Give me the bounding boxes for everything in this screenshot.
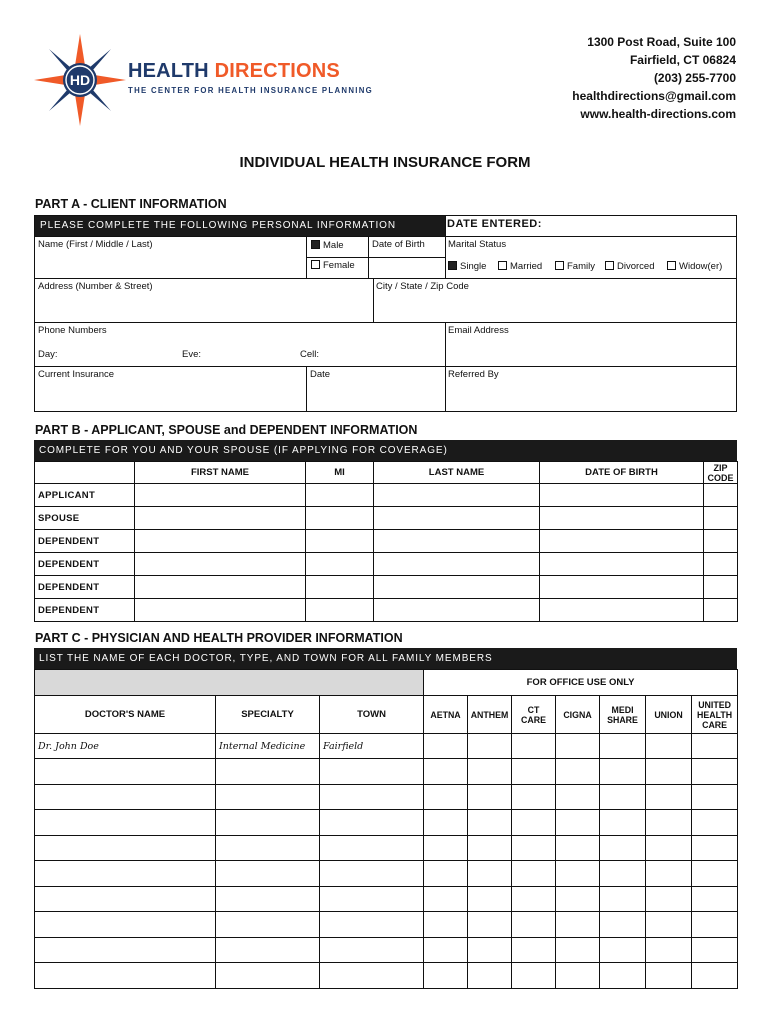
part-a-instruction-bar: PLEASE COMPLETE THE FOLLOWING PERSONAL INFORMATION	[35, 216, 445, 236]
physician-table	[34, 669, 738, 989]
example-specialty[interactable]: Internal Medicine	[216, 734, 320, 759]
table-cell[interactable]	[646, 963, 692, 989]
table-cell[interactable]	[692, 784, 738, 810]
table-cell[interactable]	[692, 810, 738, 836]
table-cell[interactable]	[320, 963, 424, 989]
table-row	[35, 530, 738, 553]
table-cell[interactable]	[512, 861, 556, 887]
table-cell[interactable]	[600, 835, 646, 861]
table-cell[interactable]	[35, 912, 216, 938]
table-cell[interactable]	[35, 861, 216, 887]
table-row	[35, 484, 738, 507]
email-address: healthdirections@gmail.com	[572, 89, 736, 103]
table-cell[interactable]	[646, 784, 692, 810]
checkbox-checked-icon	[311, 240, 320, 249]
table-cell[interactable]	[646, 835, 692, 861]
checkbox-icon	[555, 261, 564, 270]
table-cell[interactable]	[556, 810, 600, 836]
table-cell[interactable]	[216, 810, 320, 836]
part-c-title: PART C - PHYSICIAN AND HEALTH PROVIDER INFORMATION	[35, 631, 403, 645]
physician-table-top-header	[35, 670, 738, 696]
table-cell[interactable]	[646, 886, 692, 912]
table-cell[interactable]	[35, 886, 216, 912]
col-specialty: SPECIALTY	[216, 696, 320, 734]
table-row	[35, 810, 738, 836]
table-cell[interactable]	[556, 963, 600, 989]
office-use-label: FOR OFFICE USE ONLY	[424, 670, 738, 696]
phone-numbers-label: Phone Numbers	[38, 325, 107, 336]
svg-text:HD: HD	[69, 72, 91, 88]
marital-divorced-checkbox[interactable]: Divorced	[605, 261, 655, 272]
female-checkbox[interactable]: Female	[311, 260, 355, 271]
col-date-of-birth: DATE OF BIRTH	[540, 462, 704, 484]
table-cell[interactable]	[468, 784, 512, 810]
brand-tagline: THE CENTER FOR HEALTH INSURANCE PLANNING	[128, 86, 374, 95]
table-cell[interactable]	[692, 759, 738, 785]
row-label: SPOUSE	[35, 507, 135, 530]
table-cell[interactable]	[692, 937, 738, 963]
table-cell[interactable]	[320, 937, 424, 963]
table-cell[interactable]	[512, 912, 556, 938]
table-cell[interactable]	[216, 912, 320, 938]
col-medi-share: MEDI SHARE	[600, 696, 646, 734]
marital-single-checkbox[interactable]: Single	[448, 261, 486, 272]
insurance-date-label: Date	[310, 369, 331, 380]
table-cell[interactable]	[35, 784, 216, 810]
city-state-zip-label: City / State / Zip Code	[376, 281, 469, 292]
table-cell[interactable]	[556, 861, 600, 887]
address-label: Address (Number & Street)	[38, 281, 153, 292]
table-row	[35, 963, 738, 989]
table-cell[interactable]	[424, 810, 468, 836]
table-cell[interactable]	[556, 835, 600, 861]
table-cell[interactable]	[468, 963, 512, 989]
table-cell[interactable]	[320, 835, 424, 861]
address-line1: 1300 Post Road, Suite 100	[587, 35, 736, 49]
table-cell[interactable]	[216, 886, 320, 912]
table-cell[interactable]	[512, 886, 556, 912]
table-cell[interactable]	[320, 784, 424, 810]
table-cell[interactable]	[35, 963, 216, 989]
table-cell[interactable]	[600, 810, 646, 836]
table-cell[interactable]	[216, 835, 320, 861]
table-cell[interactable]	[692, 912, 738, 938]
date-entered-label: DATE ENTERED:	[447, 218, 542, 230]
table-cell[interactable]	[600, 784, 646, 810]
table-cell[interactable]	[424, 937, 468, 963]
table-cell[interactable]	[512, 937, 556, 963]
table-cell[interactable]	[320, 886, 424, 912]
phone-number: (203) 255-7700	[653, 71, 736, 85]
table-cell[interactable]	[646, 759, 692, 785]
table-cell[interactable]	[424, 963, 468, 989]
table-cell[interactable]	[468, 835, 512, 861]
brand-name: HEALTH DIRECTIONS	[128, 60, 340, 82]
table-row	[35, 576, 738, 599]
part-b-title: PART B - APPLICANT, SPOUSE and DEPENDENT INFORMATION	[35, 423, 418, 437]
table-cell[interactable]	[512, 963, 556, 989]
table-cell[interactable]	[216, 963, 320, 989]
part-a-title: PART A - CLIENT INFORMATION	[35, 197, 227, 211]
table-row	[35, 599, 738, 622]
col-doctors-name: DOCTOR'S NAME	[35, 696, 216, 734]
checkbox-icon	[605, 261, 614, 270]
marital-status-label: Marital Status	[448, 239, 507, 250]
table-cell[interactable]	[424, 861, 468, 887]
row-label: DEPENDENT	[35, 576, 135, 599]
day-phone-label: Day:	[38, 349, 58, 360]
cell-phone-label: Cell:	[300, 349, 320, 360]
table-cell[interactable]	[320, 861, 424, 887]
name-label: Name (First / Middle / Last)	[38, 239, 153, 250]
table-row	[35, 734, 738, 759]
col-zip-code: ZIP CODE	[704, 462, 738, 484]
table-cell[interactable]	[35, 810, 216, 836]
table-row	[35, 861, 738, 887]
table-cell[interactable]	[600, 861, 646, 887]
checkbox-icon	[311, 260, 320, 269]
marital-family-checkbox[interactable]: Family	[555, 261, 595, 272]
row-label: APPLICANT	[35, 484, 135, 507]
table-cell[interactable]	[556, 912, 600, 938]
example-town[interactable]: Fairfield	[320, 734, 424, 759]
table-cell[interactable]	[468, 759, 512, 785]
table-row	[35, 759, 738, 785]
table-cell[interactable]	[692, 886, 738, 912]
table-cell[interactable]	[35, 835, 216, 861]
table-cell[interactable]	[35, 937, 216, 963]
table-cell[interactable]	[600, 912, 646, 938]
table-cell[interactable]	[600, 759, 646, 785]
form-title: INDIVIDUAL HEALTH INSURANCE FORM	[239, 154, 531, 171]
table-cell[interactable]	[468, 912, 512, 938]
col-last-name: LAST NAME	[374, 462, 540, 484]
table-row	[35, 937, 738, 963]
table-cell[interactable]	[692, 963, 738, 989]
table-cell[interactable]	[424, 759, 468, 785]
row-label: DEPENDENT	[35, 530, 135, 553]
table-cell[interactable]	[646, 937, 692, 963]
table-cell[interactable]	[556, 759, 600, 785]
table-row	[35, 507, 738, 530]
table-cell[interactable]	[468, 937, 512, 963]
table-cell[interactable]	[216, 759, 320, 785]
table-cell[interactable]	[692, 835, 738, 861]
col-first-name: FIRST NAME	[135, 462, 306, 484]
applicant-table-header	[35, 462, 738, 484]
col-united-health-care: UNITED HEALTH CARE	[692, 696, 738, 734]
table-cell[interactable]	[468, 886, 512, 912]
male-checkbox[interactable]: Male	[311, 240, 344, 251]
marital-widow-checkbox[interactable]: Widow(er)	[667, 261, 722, 272]
col-anthem: ANTHEM	[468, 696, 512, 734]
table-cell[interactable]	[556, 937, 600, 963]
table-row	[35, 912, 738, 938]
table-cell[interactable]	[512, 759, 556, 785]
table-cell[interactable]	[320, 810, 424, 836]
table-cell[interactable]	[646, 810, 692, 836]
table-cell[interactable]	[692, 861, 738, 887]
contact-info	[572, 33, 736, 123]
col-aetna: AETNA	[424, 696, 468, 734]
part-a-box	[34, 215, 737, 412]
table-cell[interactable]	[556, 886, 600, 912]
table-cell[interactable]	[424, 784, 468, 810]
table-cell[interactable]	[424, 835, 468, 861]
table-cell[interactable]	[35, 759, 216, 785]
table-cell[interactable]	[424, 886, 468, 912]
table-row	[35, 835, 738, 861]
physician-table-header	[35, 696, 738, 734]
table-cell[interactable]	[556, 784, 600, 810]
col-mi: MI	[306, 462, 374, 484]
table-cell[interactable]	[646, 912, 692, 938]
checkbox-icon	[667, 261, 676, 270]
col-union: UNION	[646, 696, 692, 734]
row-label: DEPENDENT	[35, 553, 135, 576]
referred-by-label: Referred By	[448, 369, 499, 380]
col-town: TOWN	[320, 696, 424, 734]
table-cell[interactable]	[468, 810, 512, 836]
table-cell[interactable]	[646, 861, 692, 887]
checkbox-checked-icon	[448, 261, 457, 270]
dob-label: Date of Birth	[372, 239, 425, 250]
table-cell[interactable]	[468, 861, 512, 887]
table-cell[interactable]	[512, 835, 556, 861]
table-row	[35, 886, 738, 912]
table-row	[35, 553, 738, 576]
address-line2: Fairfield, CT 06824	[629, 53, 736, 67]
col-ct-care: CT CARE	[512, 696, 556, 734]
table-cell[interactable]	[600, 963, 646, 989]
table-cell[interactable]	[216, 937, 320, 963]
brand	[128, 60, 373, 95]
part-c-instruction-bar: LIST THE NAME OF EACH DOCTOR, TYPE, AND TOWN FOR ALL FAMILY MEMBERS	[34, 648, 737, 669]
example-doctor-name[interactable]: Dr. John Doe	[35, 734, 216, 759]
current-insurance-label: Current Insurance	[38, 369, 115, 380]
email-address-label: Email Address	[448, 325, 509, 336]
table-row	[35, 784, 738, 810]
row-label: DEPENDENT	[35, 599, 135, 622]
table-cell[interactable]	[216, 784, 320, 810]
eve-phone-label: Eve:	[182, 349, 202, 360]
health-directions-logo	[34, 34, 126, 126]
website: www.health-directions.com	[580, 107, 736, 121]
table-cell[interactable]	[424, 912, 468, 938]
table-cell[interactable]	[600, 886, 646, 912]
table-cell[interactable]	[512, 810, 556, 836]
part-b-instruction-bar: COMPLETE FOR YOU AND YOUR SPOUSE (IF APPLYING FOR COVERAGE)	[34, 440, 737, 461]
table-cell[interactable]	[320, 912, 424, 938]
checkbox-icon	[498, 261, 507, 270]
col-cigna: CIGNA	[556, 696, 600, 734]
table-cell[interactable]	[512, 784, 556, 810]
table-cell[interactable]	[600, 937, 646, 963]
table-cell[interactable]	[320, 759, 424, 785]
marital-married-checkbox[interactable]: Married	[498, 261, 542, 272]
table-cell[interactable]	[216, 861, 320, 887]
applicant-table	[34, 461, 738, 622]
